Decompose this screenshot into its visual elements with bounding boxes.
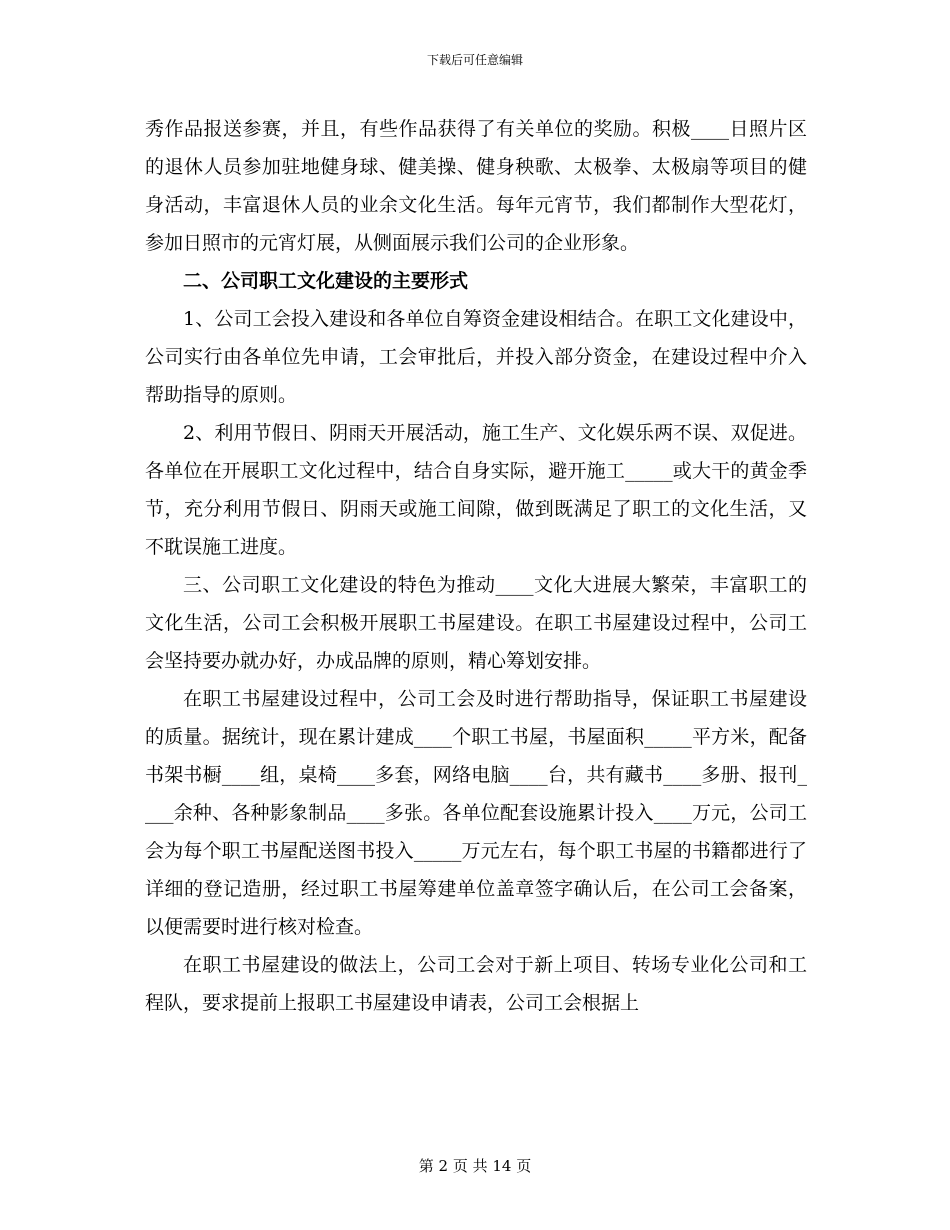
section-heading: 二、公司职工文化建设的主要形式 [183,270,469,292]
paragraph-practice: 在职工书屋建设的做法上，公司工会对于新上项目、转场专业化公司和工程队，要求提前上报职工书屋建设申请表，公司工会根据上 [145,954,807,1014]
document-body [145,110,807,1022]
paragraph-section-3: 三、公司职工文化建设的特色为推动____文化大进展大繁荣，丰富职工的文化生活，公司工会积极开展职工书屋建设。在职工书屋建设过程中，公司工会坚持要办就办好，办成品牌的原则，精心筹划安排。 [145,574,807,672]
page-number: 第 2 页 共 14 页 [418,1157,532,1175]
paragraph-item-2: 2、利用节假日、阴雨天开展活动，施工生产、文化娱乐两不误、双促进。各单位在开展职工文化过程中，结合自身实际，避开施工_____或大干的黄金季节，充分利用节假日、阴雨天或施工间隙，做到既满足了职工的文化生活，又不耽误施工进度。 [145,422,807,558]
paragraph-item-1: 1、公司工会投入建设和各单位自筹资金建设相结合。在职工文化建设中，公司实行由各单位先申请，工会审批后，并投入部分资金，在建设过程中介入帮助指导的原则。 [145,308,807,406]
paragraph-continuation: 秀作品报送参赛，并且，有些作品获得了有关单位的奖励。积极____日照片区的退休人员参加驻地健身球、健美操、健身秧歌、太极拳、太极扇等项目的健身活动，丰富退休人员的业余文化生活。每年元宵节，我们都制作大型花灯，参加日照市的元宵灯展，从侧面展示我们公司的企业形象。 [145,118,807,254]
page-header: 下载后可任意编辑 [426,53,523,67]
paragraph-statistics: 在职工书屋建设过程中，公司工会及时进行帮助指导，保证职工书屋建设的质量。据统计，现在累计建成____个职工书屋，书屋面积_____平方米，配备书架书橱____组，桌椅____多套，网络电脑____台，共有藏书____多册、报刊____余种、各种影象制品____多张。各单位配套设施累计投入____万元，公司工会为每个职工书屋配送图书投入_____万元左右，每个职工书屋的书籍都进行了详细的登记造册，经过职工书屋筹建单位盖章签字确认后，在公司工会备案，以便需要时进行核对检查。 [145,688,807,938]
